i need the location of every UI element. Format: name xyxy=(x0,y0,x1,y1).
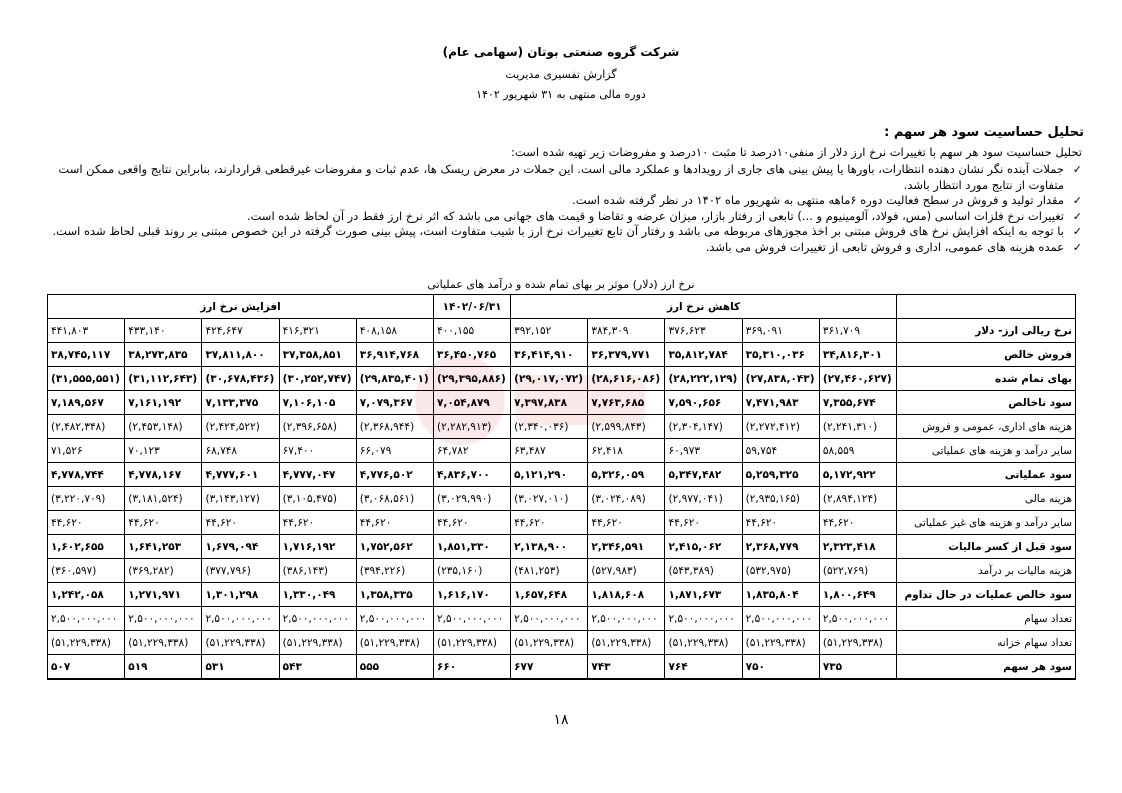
value-cell: ۴,۷۷۷,۶۰۱ xyxy=(202,463,279,487)
value-cell: ۲,۵۰۰,۰۰۰,۰۰۰ xyxy=(819,607,896,631)
table-row xyxy=(48,655,1076,680)
row-label: سود ناخالص xyxy=(897,391,1076,415)
value-cell: ۲,۵۰۰,۰۰۰,۰۰۰ xyxy=(48,607,125,631)
page-number: ۱۸ xyxy=(553,712,569,728)
value-cell: ۱,۶۱۶,۱۷۰ xyxy=(433,583,510,607)
checkmark-icon: ✓ xyxy=(1072,240,1082,254)
value-cell: ۷,۱۸۹,۵۶۷ xyxy=(48,391,125,415)
value-cell: (۲,۳۰۴,۱۴۷) xyxy=(665,415,742,439)
value-cell: (۵۳۲,۹۷۵) xyxy=(742,559,819,583)
value-cell: ۳۶,۴۵۰,۷۶۵ xyxy=(433,343,510,367)
value-cell: ۷,۴۷۱,۹۸۳ xyxy=(742,391,819,415)
value-cell: ۵,۳۴۷,۴۸۲ xyxy=(665,463,742,487)
value-cell: (۲۷,۸۳۸,۰۴۳) xyxy=(742,367,819,391)
value-cell: (۳,۰۲۴,۰۸۹) xyxy=(588,487,665,511)
value-cell: ۷۵۰ xyxy=(742,655,819,680)
value-cell: (۲,۲۸۲,۹۱۳) xyxy=(433,415,510,439)
value-cell: ۱,۳۰۱,۲۹۸ xyxy=(202,583,279,607)
value-cell: ۵۴۳ xyxy=(279,655,356,680)
table-row xyxy=(48,631,1076,655)
value-cell: ۶۳,۴۸۷ xyxy=(511,439,588,463)
value-cell: ۳۷,۳۵۸,۸۵۱ xyxy=(279,343,356,367)
value-cell: ۵۰۷ xyxy=(48,655,125,680)
value-cell: ۴۴,۶۲۰ xyxy=(356,511,433,535)
value-cell: ۲,۵۰۰,۰۰۰,۰۰۰ xyxy=(202,607,279,631)
value-cell: ۷,۵۹۰,۶۵۶ xyxy=(665,391,742,415)
value-cell: ۲,۳۲۳,۴۱۸ xyxy=(819,535,896,559)
row-label: تعداد سهام خزانه xyxy=(897,631,1076,655)
value-cell: (۲,۴۲۴,۵۲۲) xyxy=(202,415,279,439)
row-label: تعداد سهام xyxy=(897,607,1076,631)
value-cell: (۵۱,۲۲۹,۳۳۸) xyxy=(356,631,433,655)
value-cell: (۳۰,۶۷۸,۴۳۶) xyxy=(202,367,279,391)
value-cell: ۵۱۹ xyxy=(125,655,202,680)
value-cell: ۶۷۷ xyxy=(511,655,588,680)
company-name: شرکت گروه صنعتی بوتان (سهامی عام) xyxy=(442,45,680,59)
row-label: سود خالص عملیات در حال تداوم xyxy=(897,583,1076,607)
value-cell: ۳۶,۹۱۴,۷۶۸ xyxy=(356,343,433,367)
value-cell: ۱,۳۳۰,۰۴۹ xyxy=(279,583,356,607)
value-cell: ۲,۵۰۰,۰۰۰,۰۰۰ xyxy=(665,607,742,631)
value-cell: ۱,۸۱۸,۶۰۸ xyxy=(588,583,665,607)
value-cell: ۲,۳۶۸,۷۷۹ xyxy=(742,535,819,559)
value-cell: ۱,۸۰۰,۶۴۹ xyxy=(819,583,896,607)
value-cell: ۶۶۰ xyxy=(433,655,510,680)
table-row xyxy=(48,535,1076,559)
value-cell: ۳۴,۸۱۶,۳۰۱ xyxy=(819,343,896,367)
value-cell: ۵۸,۵۵۹ xyxy=(819,439,896,463)
value-cell: (۲,۳۶۸,۹۴۴) xyxy=(356,415,433,439)
table-row xyxy=(48,439,1076,463)
table-row xyxy=(48,607,1076,631)
checkmark-icon: ✓ xyxy=(1072,163,1082,176)
section-title: تحلیل حساسیت سود هر سهم : xyxy=(884,125,1084,140)
value-cell: ۴,۷۷۶,۵۰۲ xyxy=(356,463,433,487)
sensitivity-table xyxy=(47,294,1076,680)
value-cell: ۴۴,۶۲۰ xyxy=(279,511,356,535)
assumptions-list xyxy=(37,162,1082,255)
value-cell: ۶۷,۴۰۰ xyxy=(279,439,356,463)
table-caption: نرخ ارز (دلار) موثر بر بهای تمام شده و درآمد های عملیاتی xyxy=(427,278,695,291)
table-row xyxy=(48,367,1076,391)
value-cell: (۳۹۴,۲۲۶) xyxy=(356,559,433,583)
value-cell: (۵۱,۲۲۹,۳۳۸) xyxy=(48,631,125,655)
value-cell: ۵,۱۲۱,۲۹۰ xyxy=(511,463,588,487)
row-label: سود عملیاتی xyxy=(897,463,1076,487)
value-cell: (۳۶۹,۲۸۲) xyxy=(125,559,202,583)
value-cell: (۲,۴۸۲,۳۴۸) xyxy=(48,415,125,439)
checkmark-icon: ✓ xyxy=(1072,194,1082,207)
value-cell: ۷,۳۹۷,۸۳۸ xyxy=(511,391,588,415)
table-row xyxy=(48,487,1076,511)
value-cell: (۳,۲۲۰,۷۰۹) xyxy=(48,487,125,511)
value-cell: ۷,۰۷۹,۳۶۷ xyxy=(356,391,433,415)
value-cell: (۲,۵۹۹,۸۴۳) xyxy=(588,415,665,439)
value-cell: ۳۸,۷۴۵,۱۱۷ xyxy=(48,343,125,367)
value-cell: ۱,۷۵۲,۵۶۲ xyxy=(356,535,433,559)
value-cell: ۳۵,۳۱۰,۰۳۶ xyxy=(742,343,819,367)
row-label: سایر درآمد و هزینه های عملیاتی xyxy=(897,439,1076,463)
value-cell: ۱,۶۷۹,۰۹۴ xyxy=(202,535,279,559)
value-cell: ۴۴۱,۸۰۳ xyxy=(48,319,125,343)
value-cell: (۲,۹۳۵,۱۶۵) xyxy=(742,487,819,511)
value-cell: ۲,۵۰۰,۰۰۰,۰۰۰ xyxy=(511,607,588,631)
table-row xyxy=(48,343,1076,367)
value-cell: ۴۴,۶۲۰ xyxy=(511,511,588,535)
value-cell: ۵۹,۷۵۴ xyxy=(742,439,819,463)
value-cell: (۳,۱۴۳,۱۲۷) xyxy=(202,487,279,511)
value-cell: ۴۴,۶۲۰ xyxy=(125,511,202,535)
value-cell: ۳۸,۲۷۳,۸۳۵ xyxy=(125,343,202,367)
value-cell: (۳۸۶,۱۴۳) xyxy=(279,559,356,583)
value-cell: ۱,۸۳۵,۸۰۴ xyxy=(742,583,819,607)
value-cell: (۳۰,۲۵۲,۷۴۷) xyxy=(279,367,356,391)
row-label: هزینه های اداری، عمومی و فروش xyxy=(897,415,1076,439)
report-period: دوره مالی منتهی به ۳۱ شهریور ۱۴۰۲ xyxy=(476,88,646,101)
value-cell: ۴,۸۳۶,۷۰۰ xyxy=(433,463,510,487)
value-cell: ۴۴,۶۲۰ xyxy=(433,511,510,535)
value-cell: ۷۴۳ xyxy=(588,655,665,680)
value-cell: (۲,۹۷۷,۰۴۱) xyxy=(665,487,742,511)
row-label: نرخ ریالی ارز- دلار xyxy=(897,319,1076,343)
value-cell: ۱,۸۷۱,۶۷۳ xyxy=(665,583,742,607)
value-cell: ۵,۳۲۶,۰۵۹ xyxy=(588,463,665,487)
value-cell: (۵۱,۲۲۹,۳۳۸) xyxy=(125,631,202,655)
value-cell: ۶۶,۰۷۹ xyxy=(356,439,433,463)
value-cell: ۲,۵۰۰,۰۰۰,۰۰۰ xyxy=(356,607,433,631)
value-cell: (۲,۴۵۳,۱۴۸) xyxy=(125,415,202,439)
value-cell: ۵,۲۵۹,۳۲۵ xyxy=(742,463,819,487)
row-label: سود قبل از کسر مالیات xyxy=(897,535,1076,559)
value-cell: ۴۴,۶۲۰ xyxy=(202,511,279,535)
value-cell: ۴۴,۶۲۰ xyxy=(742,511,819,535)
table-row xyxy=(48,511,1076,535)
value-cell: ۲,۱۳۸,۹۰۰ xyxy=(511,535,588,559)
value-cell: ۱,۸۵۱,۳۳۰ xyxy=(433,535,510,559)
value-cell: ۲,۵۰۰,۰۰۰,۰۰۰ xyxy=(433,607,510,631)
list-item xyxy=(37,193,1082,209)
table-row xyxy=(48,391,1076,415)
value-cell: ۱,۲۷۱,۹۷۱ xyxy=(125,583,202,607)
list-item xyxy=(37,209,1082,225)
value-cell: ۲,۳۴۶,۵۹۱ xyxy=(588,535,665,559)
row-label: بهای تمام شده xyxy=(897,367,1076,391)
value-cell: ۴۴,۶۲۰ xyxy=(588,511,665,535)
bullet-text: عمده هزینه های عمومی، اداری و فروش تابعی از تغییرات فروش می باشد. xyxy=(705,239,1064,254)
value-cell: (۲,۲۷۲,۴۱۲) xyxy=(742,415,819,439)
value-cell: (۲۹,۸۳۵,۴۰۱) xyxy=(356,367,433,391)
value-cell: ۲,۵۰۰,۰۰۰,۰۰۰ xyxy=(125,607,202,631)
value-cell: (۵۱,۲۲۹,۳۳۸) xyxy=(433,631,510,655)
value-cell: ۶۲,۴۱۸ xyxy=(588,439,665,463)
intro-paragraph: تحلیل حساسیت سود هر سهم با تغییرات نرخ ارز دلار از منفی۱۰درصد تا مثبت ۱۰درصد و مفروضات زیر تهیه شده است: xyxy=(511,145,1082,159)
value-cell: ۷۶۴ xyxy=(665,655,742,680)
value-cell: (۳,۰۲۷,۰۱۰) xyxy=(511,487,588,511)
value-cell: ۴۴,۶۲۰ xyxy=(665,511,742,535)
value-cell: (۴۸۱,۲۵۳) xyxy=(511,559,588,583)
value-cell: ۳۸۴,۳۰۹ xyxy=(588,319,665,343)
value-cell: ۲,۴۱۵,۰۶۲ xyxy=(665,535,742,559)
value-cell: ۳۶,۴۱۴,۹۱۰ xyxy=(511,343,588,367)
value-cell: ۶۴,۷۸۲ xyxy=(433,439,510,463)
value-cell: (۳۶۰,۵۹۷) xyxy=(48,559,125,583)
value-cell: (۳,۰۶۸,۵۶۱) xyxy=(356,487,433,511)
list-item xyxy=(37,224,1082,240)
value-cell: (۵۴۳,۳۸۹) xyxy=(665,559,742,583)
value-cell: ۷,۱۳۳,۳۷۵ xyxy=(202,391,279,415)
value-cell: ۵,۱۷۲,۹۲۲ xyxy=(819,463,896,487)
row-label: هزینه مالی xyxy=(897,487,1076,511)
value-cell: (۵۲۲,۷۶۹) xyxy=(819,559,896,583)
checkmark-icon: ✓ xyxy=(1072,209,1082,223)
value-cell: (۲۹,۳۹۵,۸۸۶) xyxy=(433,367,510,391)
value-cell: (۵۱,۲۲۹,۳۳۸) xyxy=(819,631,896,655)
value-cell: ۵۵۵ xyxy=(356,655,433,680)
list-item xyxy=(37,162,1082,193)
decrease-header: کاهش نرخ ارز xyxy=(511,295,897,319)
value-cell: ۲,۵۰۰,۰۰۰,۰۰۰ xyxy=(588,607,665,631)
row-label: سود هر سهم xyxy=(897,655,1076,680)
value-cell: ۷۳۵ xyxy=(819,655,896,680)
value-cell: (۲,۳۹۶,۶۵۸) xyxy=(279,415,356,439)
row-label: فروش خالص xyxy=(897,343,1076,367)
table-row xyxy=(48,415,1076,439)
value-cell: ۳۵,۸۱۲,۷۸۴ xyxy=(665,343,742,367)
value-cell: ۴۳۳,۱۴۰ xyxy=(125,319,202,343)
value-cell: ۲,۵۰۰,۰۰۰,۰۰۰ xyxy=(279,607,356,631)
value-cell: ۴۰۰,۱۵۵ xyxy=(433,319,510,343)
value-cell: ۴۰۸,۱۵۸ xyxy=(356,319,433,343)
value-cell: ۳۶,۳۷۹,۷۷۱ xyxy=(588,343,665,367)
value-cell: (۵۱,۲۲۹,۳۳۸) xyxy=(742,631,819,655)
increase-header: افزایش نرخ ارز xyxy=(48,295,434,319)
group-header-row xyxy=(48,295,1076,319)
header-blank-cell xyxy=(897,295,1076,319)
value-cell: (۲۸,۶۱۶,۰۸۶) xyxy=(588,367,665,391)
value-cell: ۱,۶۰۲,۶۵۵ xyxy=(48,535,125,559)
value-cell: ۷,۰۵۴,۸۷۹ xyxy=(433,391,510,415)
value-cell: (۳,۱۸۱,۵۲۴) xyxy=(125,487,202,511)
value-cell: ۴,۷۷۸,۱۶۷ xyxy=(125,463,202,487)
value-cell: (۳۱,۱۱۲,۶۴۳) xyxy=(125,367,202,391)
value-cell: ۷۱,۵۲۶ xyxy=(48,439,125,463)
value-cell: ۶۰,۹۷۳ xyxy=(665,439,742,463)
value-cell: (۵۱,۲۲۹,۳۳۸) xyxy=(202,631,279,655)
bullet-text: تغییرات نرخ فلزات اساسی (مس، فولاد، آلومینیوم و ...) تابعی از رفتار بازار، میزان عرضه و تقاضا و قیمت های جهانی می باشد که اثر نرخ ارز فقط در آن لحاظ شده است. xyxy=(246,208,1064,223)
value-cell: ۷,۳۵۵,۶۷۴ xyxy=(819,391,896,415)
value-cell: ۵۳۱ xyxy=(202,655,279,680)
value-cell: ۱,۷۱۶,۱۹۲ xyxy=(279,535,356,559)
value-cell: (۳,۰۲۹,۹۹۰) xyxy=(433,487,510,511)
value-cell: (۲۸,۲۲۲,۱۲۹) xyxy=(665,367,742,391)
value-cell: ۳۶۹,۰۹۱ xyxy=(742,319,819,343)
value-cell: ۳۹۲,۱۵۲ xyxy=(511,319,588,343)
value-cell: ۷,۱۶۱,۱۹۲ xyxy=(125,391,202,415)
value-cell: ۴۴,۶۲۰ xyxy=(48,511,125,535)
bullet-text: جملات آینده نگر نشان دهنده انتظارات، باورها یا پیش بینی های جاری از رویدادها و عملکرد مالی است. این جملات در معرض ریسک ها، عدم ثبات و مفروضات غیرقطعی قراردارند، بنابراین نتایج واقعی ممکن است متفاوت از نتایج مورد انتظار باشد. xyxy=(58,162,1064,192)
value-cell: ۱,۶۴۱,۲۵۳ xyxy=(125,535,202,559)
value-cell: (۲,۳۴۰,۰۳۶) xyxy=(511,415,588,439)
value-cell: (۲۳۵,۱۶۰) xyxy=(433,559,510,583)
value-cell: ۴۲۴,۶۴۷ xyxy=(202,319,279,343)
value-cell: ۳۷,۸۱۱,۸۰۰ xyxy=(202,343,279,367)
value-cell: ۴۱۶,۳۲۱ xyxy=(279,319,356,343)
value-cell: (۵۲۷,۹۸۳) xyxy=(588,559,665,583)
value-cell: ۷,۷۶۳,۶۸۵ xyxy=(588,391,665,415)
value-cell: ۷۰,۱۲۳ xyxy=(125,439,202,463)
value-cell: (۵۱,۲۲۹,۳۳۸) xyxy=(665,631,742,655)
row-label: سایر درآمد و هزینه های غیر عملیاتی xyxy=(897,511,1076,535)
value-cell: ۱,۳۵۸,۳۳۵ xyxy=(356,583,433,607)
value-cell: (۲,۲۴۱,۳۱۰) xyxy=(819,415,896,439)
value-cell: ۳۶۱,۷۰۹ xyxy=(819,319,896,343)
value-cell: (۵۱,۲۲۹,۳۳۸) xyxy=(588,631,665,655)
value-cell: ۳۷۶,۶۲۳ xyxy=(665,319,742,343)
value-cell: ۱,۶۵۷,۶۴۸ xyxy=(511,583,588,607)
value-cell: (۵۱,۲۲۹,۳۳۸) xyxy=(511,631,588,655)
report-title: گزارش تفسیری مدیریت xyxy=(505,68,617,81)
list-item xyxy=(37,240,1082,256)
value-cell: (۲,۸۹۴,۱۲۴) xyxy=(819,487,896,511)
value-cell: ۴۴,۶۲۰ xyxy=(819,511,896,535)
value-cell: ۶۸,۷۴۸ xyxy=(202,439,279,463)
current-header: ۱۴۰۲/۰۶/۳۱ xyxy=(433,295,510,319)
value-cell: ۱,۲۴۲,۰۵۸ xyxy=(48,583,125,607)
value-cell: (۵۱,۲۲۹,۳۳۸) xyxy=(279,631,356,655)
value-cell: (۳۷۷,۷۹۶) xyxy=(202,559,279,583)
checkmark-icon: ✓ xyxy=(1072,225,1082,238)
value-cell: (۳۱,۵۵۵,۵۵۱) xyxy=(48,367,125,391)
value-cell: ۴,۷۷۷,۰۴۷ xyxy=(279,463,356,487)
table-row xyxy=(48,559,1076,583)
table-row xyxy=(48,463,1076,487)
table-row xyxy=(48,583,1076,607)
bullet-text: مقدار تولید و فروش در سطح فعالیت دوره ۶ماهه منتهی به شهریور ماه ۱۴۰۲ در نظر گرفته شده است. xyxy=(572,193,1064,207)
value-cell: ۲,۵۰۰,۰۰۰,۰۰۰ xyxy=(742,607,819,631)
value-cell: ۷,۱۰۶,۱۰۵ xyxy=(279,391,356,415)
row-label: هزینه مالیات بر درآمد xyxy=(897,559,1076,583)
value-cell: (۲۹,۰۱۷,۰۷۲) xyxy=(511,367,588,391)
table-row xyxy=(48,319,1076,343)
bullet-text: با توجه به اینکه افزایش نرخ های فروش مبتنی بر اخذ مجوزهای مربوطه می باشد و رفتار آن تابع تغییرات نرخ ارز با شیب متفاوت است، پیش بینی صورت گرفته در این خصوص مبتنی بر روند قبلی لحاظ شده است. xyxy=(52,224,1064,238)
value-cell: (۲۷,۴۶۰,۶۲۷) xyxy=(819,367,896,391)
value-cell: ۴,۷۷۸,۷۴۴ xyxy=(48,463,125,487)
value-cell: (۳,۱۰۵,۴۷۵) xyxy=(279,487,356,511)
